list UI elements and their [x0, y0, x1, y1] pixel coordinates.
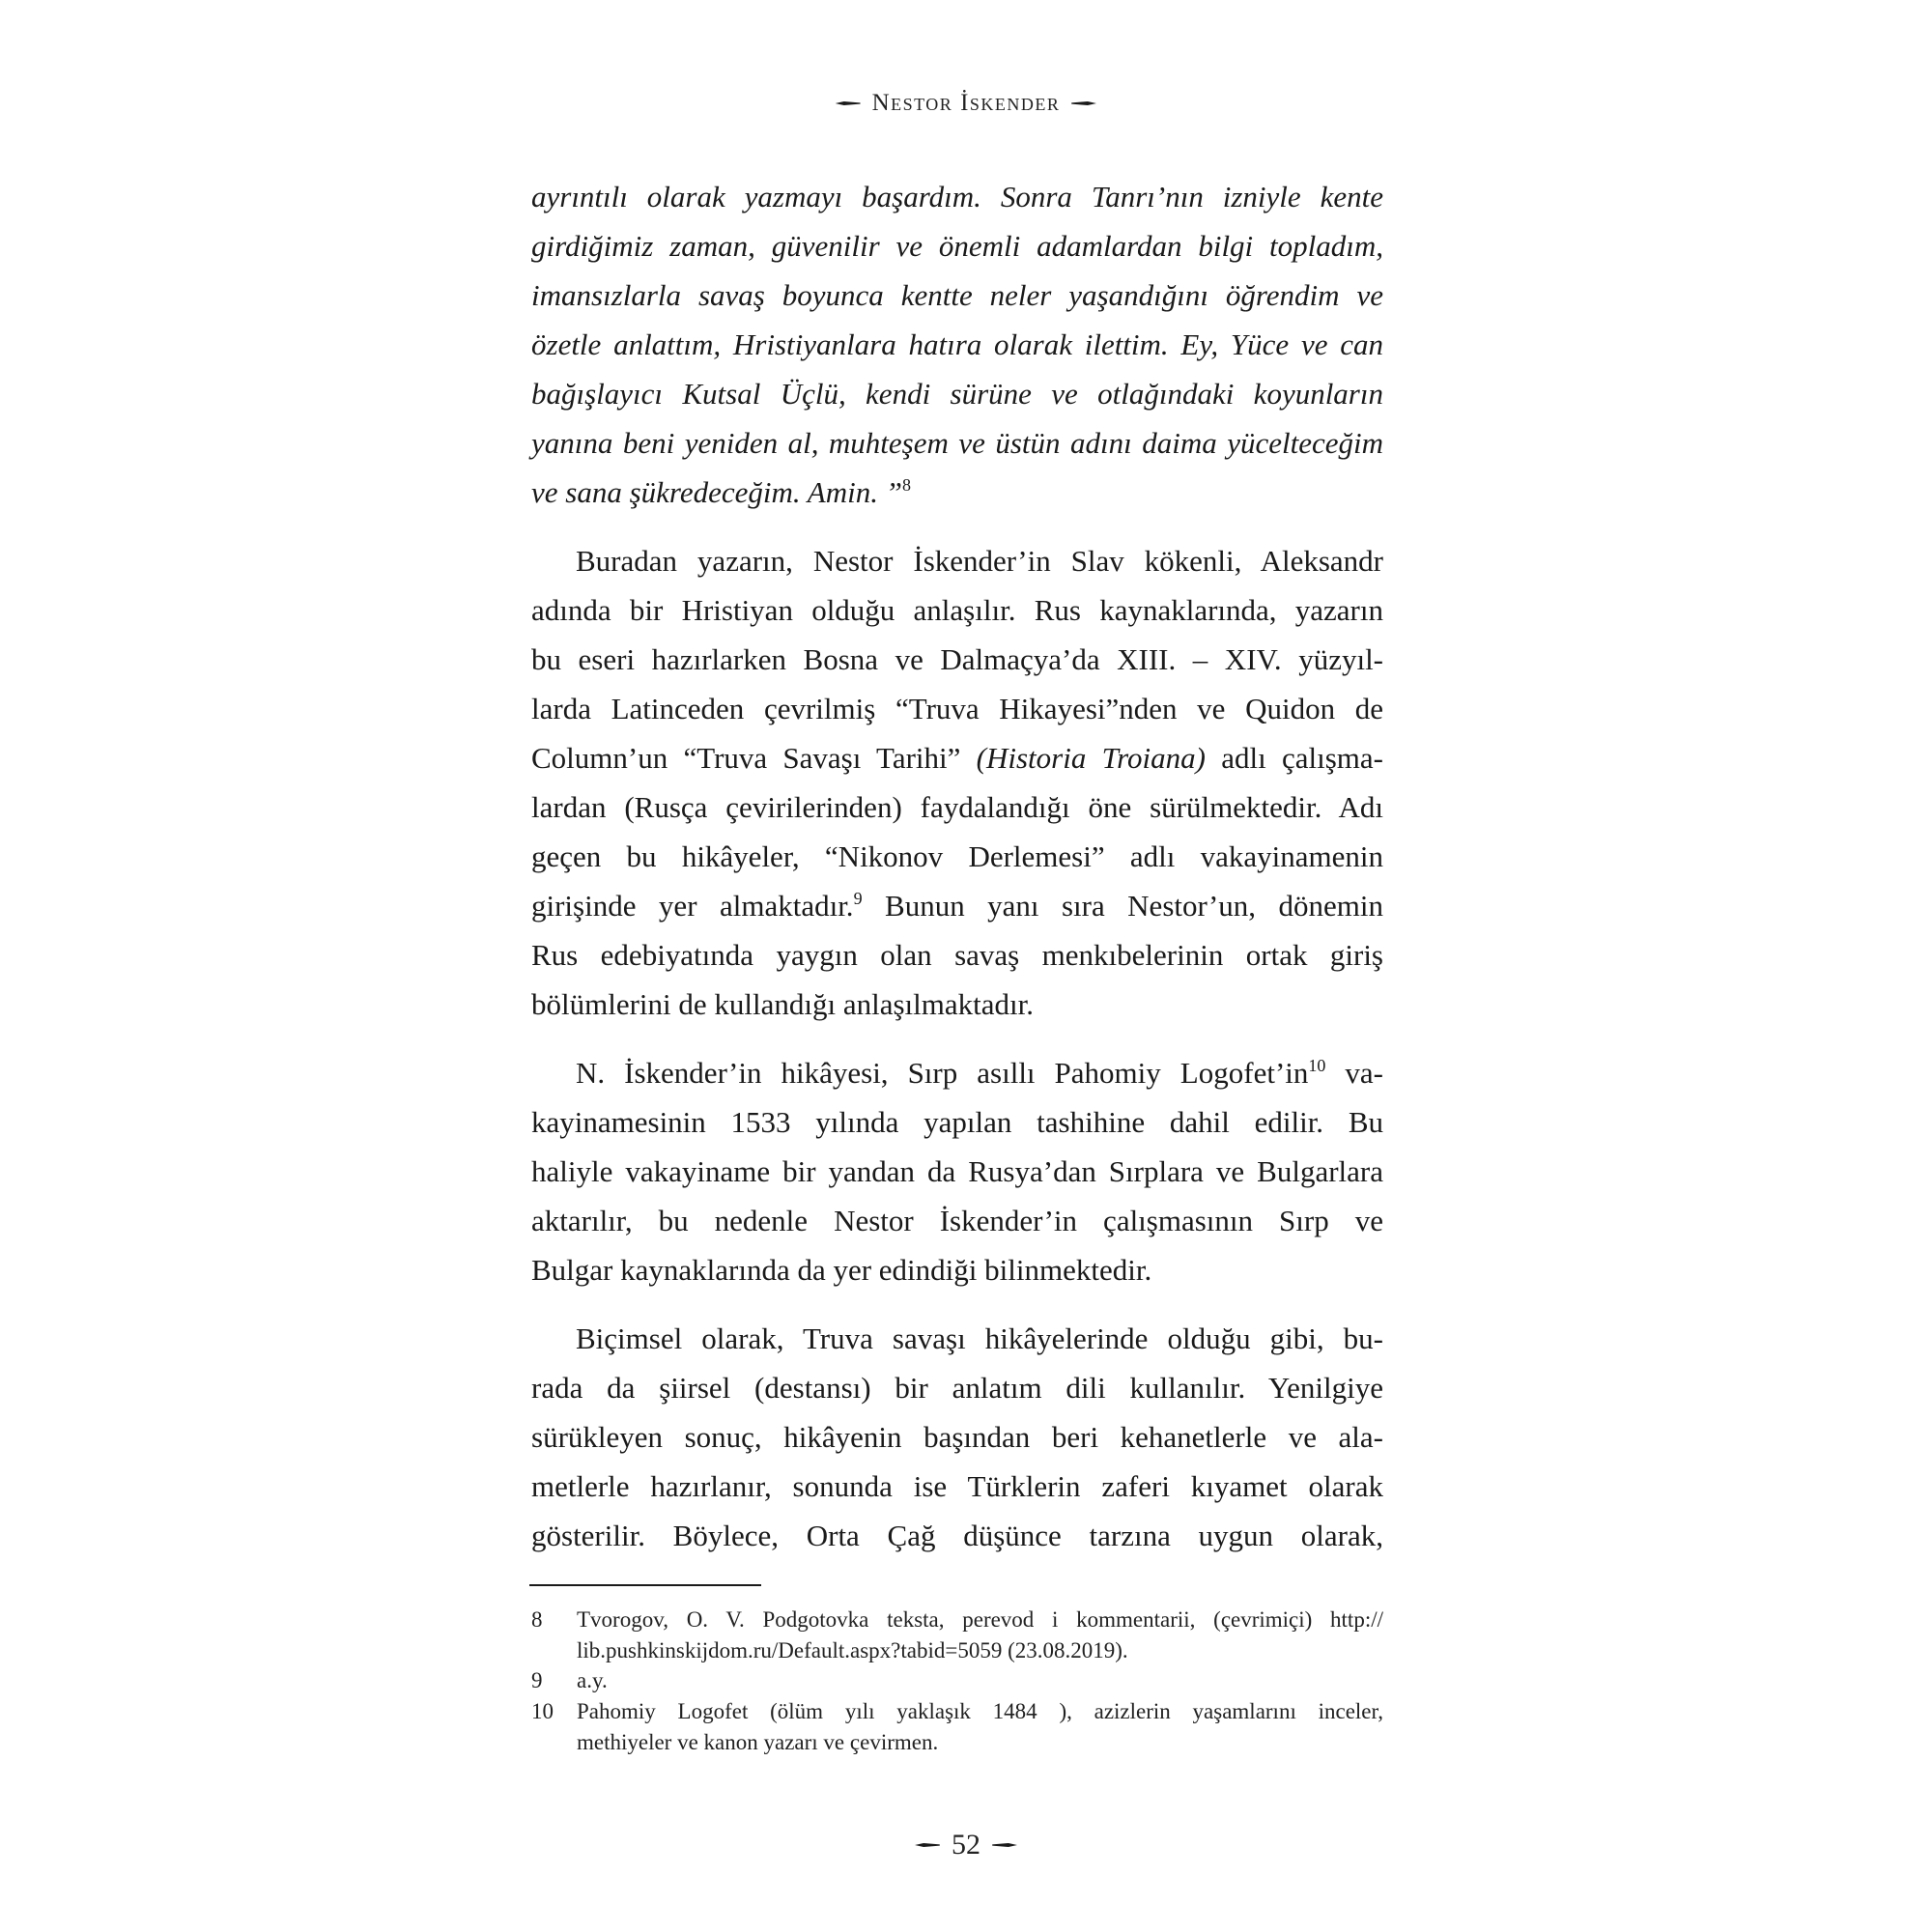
ornament-dash-right-icon [1071, 101, 1096, 105]
quote-line: ve sana şükredeceğim. Amin. ”$^8$ [531, 475, 911, 509]
footnote-number: 8 [531, 1607, 543, 1632]
paragraph-line: metlerle hazırlanır, sonunda ise Türklerin zaferi kıyamet olarak [531, 1469, 1383, 1503]
footnote-line: Pahomiy Logofet (ölüm yılı yaklaşık 1484 ), azizlerin yaşamlarını inceler, [577, 1699, 1383, 1723]
footnote-line: a.y. [577, 1668, 608, 1692]
paragraph-line: aktarılır, bu nedenle Nestor İskender’in çalışmasının Sırp ve [531, 1204, 1383, 1237]
page-folio [0, 1828, 1932, 1862]
ornament-dash-right-icon [992, 1843, 1017, 1847]
quote-line: yanına beni yeniden al, muhteşem ve üstün adını daima yücelteceğim [531, 426, 1383, 460]
paragraph-line: Rus edebiyatında yaygın olan savaş menkıbelerinin ortak giriş [531, 938, 1383, 972]
footnote-ref-8[interactable]: 8 [901, 475, 911, 495]
quote-line: özetle anlattım, Hristiyanlara hatıra olarak ilettim. Ey, Yüce ve can [531, 327, 1383, 361]
quote-line: girdiğimiz zaman, güvenilir ve önemli adamlardan bilgi topladım, [531, 229, 1383, 263]
paragraph-line: adında bir Hristiyan olduğu anlaşılır. Rus kaynaklarında, yazarın [531, 593, 1383, 627]
italic-title: (Historia Troiana) [976, 741, 1206, 775]
paragraph-line: bu eseri hazırlarken Bosna ve Dalmaçya’da XIII. – XIV. yüzyıl- [531, 642, 1383, 676]
running-header [0, 87, 1932, 120]
footnote-separator-rule [529, 1584, 761, 1586]
footnote-line: lib.pushkinskijdom.ru/Default.aspx?tabid=5059 (23.08.2019). [577, 1638, 1128, 1662]
paragraph-line: N. İskender’in hikâyesi, Sırp asıllı Pahomiy Logofet’in$^{10}$ va- [576, 1056, 1383, 1090]
footnote-line: Tvorogov, O. V. Podgotovka teksta, perevod i kommentarii, (çevrimiçi) http:// [577, 1607, 1383, 1632]
paragraph-line: kayinamesinin 1533 yılında yapılan tashihine dahil edilir. Bu [531, 1105, 1383, 1139]
paragraph-line: haliyle vakayiname bir yandan da Rusya’dan Sırplara ve Bulgarlara [531, 1154, 1383, 1188]
footnote-ref-9[interactable]: 9 [853, 889, 863, 908]
page-number: 52 [952, 1829, 980, 1861]
running-title: Nestor İskender [871, 90, 1061, 116]
paragraph-line: Biçimsel olarak, Truva savaşı hikâyelerinde olduğu gibi, bu- [576, 1321, 1383, 1355]
paragraph-line: geçen bu hikâyeler, “Nikonov Derlemesi” adlı vakayinamenin [531, 839, 1383, 873]
paragraph-line: larda Latinceden çevrilmiş “Truva Hikayesi”nden ve Quidon de [531, 692, 1383, 725]
quote-line: ayrıntılı olarak yazmayı başardım. Sonra Tanrı’nın izniyle kente [531, 180, 1383, 213]
quote-line: imansızlarla savaş boyunca kentte neler yaşandığını öğrendim ve [531, 278, 1383, 312]
footnote-number: 10 [531, 1699, 554, 1723]
paragraph-line: bölümlerini de kullandığı anlaşılmaktadır. [531, 987, 1035, 1021]
ornament-dash-left-icon [915, 1843, 940, 1847]
paragraph-line: rada da şiirsel (destansı) bir anlatım dili kullanılır. Yenilgiye [531, 1371, 1383, 1405]
paragraph-line: gösterilir. Böylece, Orta Çağ düşünce tarzına uygun olarak, [531, 1519, 1383, 1552]
paragraph-line: Bulgar kaynaklarında da yer edindiği bilinmektedir. [531, 1253, 1152, 1287]
paragraph-line: sürükleyen sonuç, hikâyenin başından beri kehanetlerle ve ala- [531, 1420, 1383, 1454]
footnote-number: 9 [531, 1668, 543, 1692]
paragraph-line: girişinde yer almaktadır.$^9$ Bunun yanı sıra Nestor’un, dönemin [531, 889, 1383, 923]
footnote-line: methiyeler ve kanon yazarı ve çevirmen. [577, 1730, 939, 1754]
ornament-dash-left-icon [836, 101, 861, 105]
paragraph-line: Column’un “Truva Savaşı Tarihi” (Historia Troiana) adlı çalışma- [531, 741, 1383, 775]
quote-line: bağışlayıcı Kutsal Üçlü, kendi sürüne ve otlağındaki koyunların [531, 377, 1383, 411]
footnote-ref-10[interactable]: 10 [1308, 1056, 1326, 1075]
paragraph-line: lardan (Rusça çevirilerinden) faydalandığı öne sürülmektedir. Adı [531, 790, 1383, 824]
paragraph-line: Buradan yazarın, Nestor İskender’in Slav kökenli, Aleksandr [576, 544, 1383, 578]
